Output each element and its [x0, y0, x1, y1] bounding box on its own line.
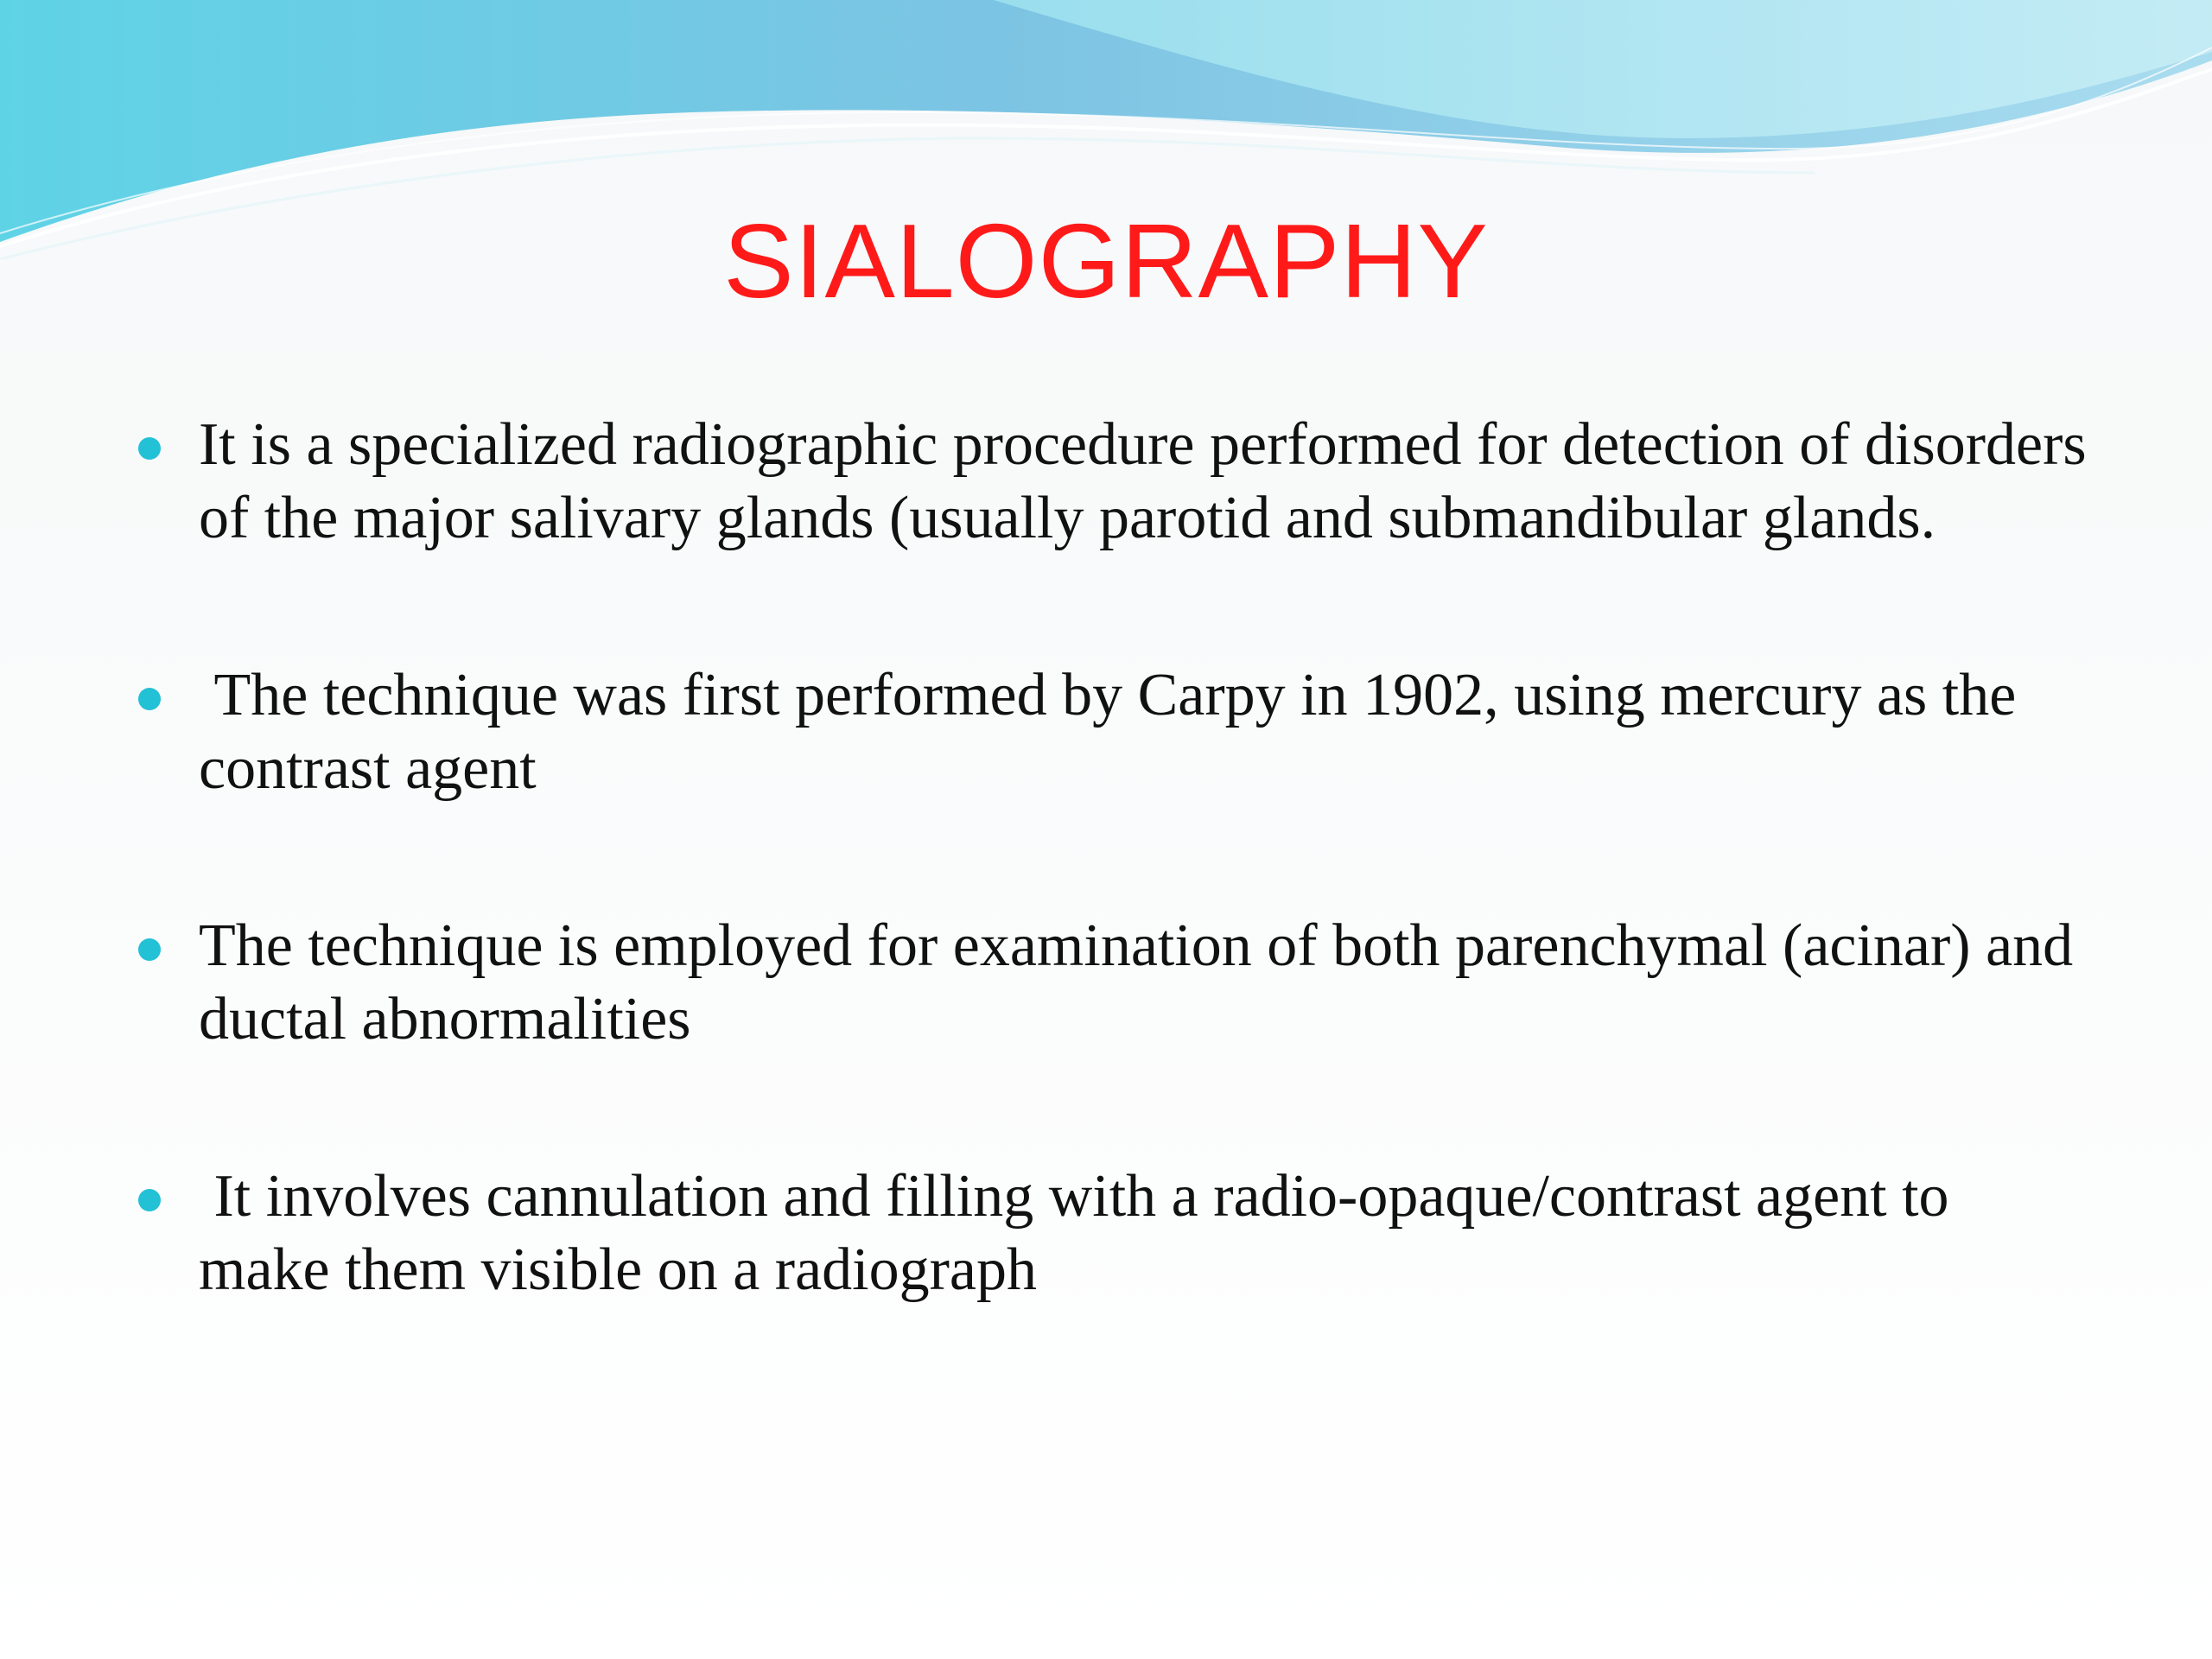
bullet-item — [138, 909, 2091, 1056]
bullet-text: The technique is employed for examination of both parenchymal (acinar) and ductal abnormalities — [199, 912, 2088, 1052]
bullet-text: The technique was first performed by Carpy in 1902, using mercury as the contrast agent — [199, 662, 2031, 802]
bullet-dot-icon — [138, 437, 161, 460]
slide-title: SIALOGRAPHY — [723, 202, 1489, 320]
bullet-item — [138, 1160, 2091, 1306]
bullet-list — [138, 408, 2102, 1410]
bullet-text: It is a specialized radiographic procedure performed for detection of disorders of the major salivary glands (usually parotid and submandibular glands. — [199, 411, 2102, 551]
bullet-dot-icon — [138, 688, 161, 710]
bullet-item — [138, 408, 2102, 555]
bullet-text: It involves cannulation and filling with a radio-opaque/contrast agent to make them visible on a radiograph — [199, 1163, 1965, 1303]
bullet-dot-icon — [138, 1189, 161, 1211]
bullet-item — [138, 658, 2091, 805]
bullet-dot-icon — [138, 938, 161, 961]
